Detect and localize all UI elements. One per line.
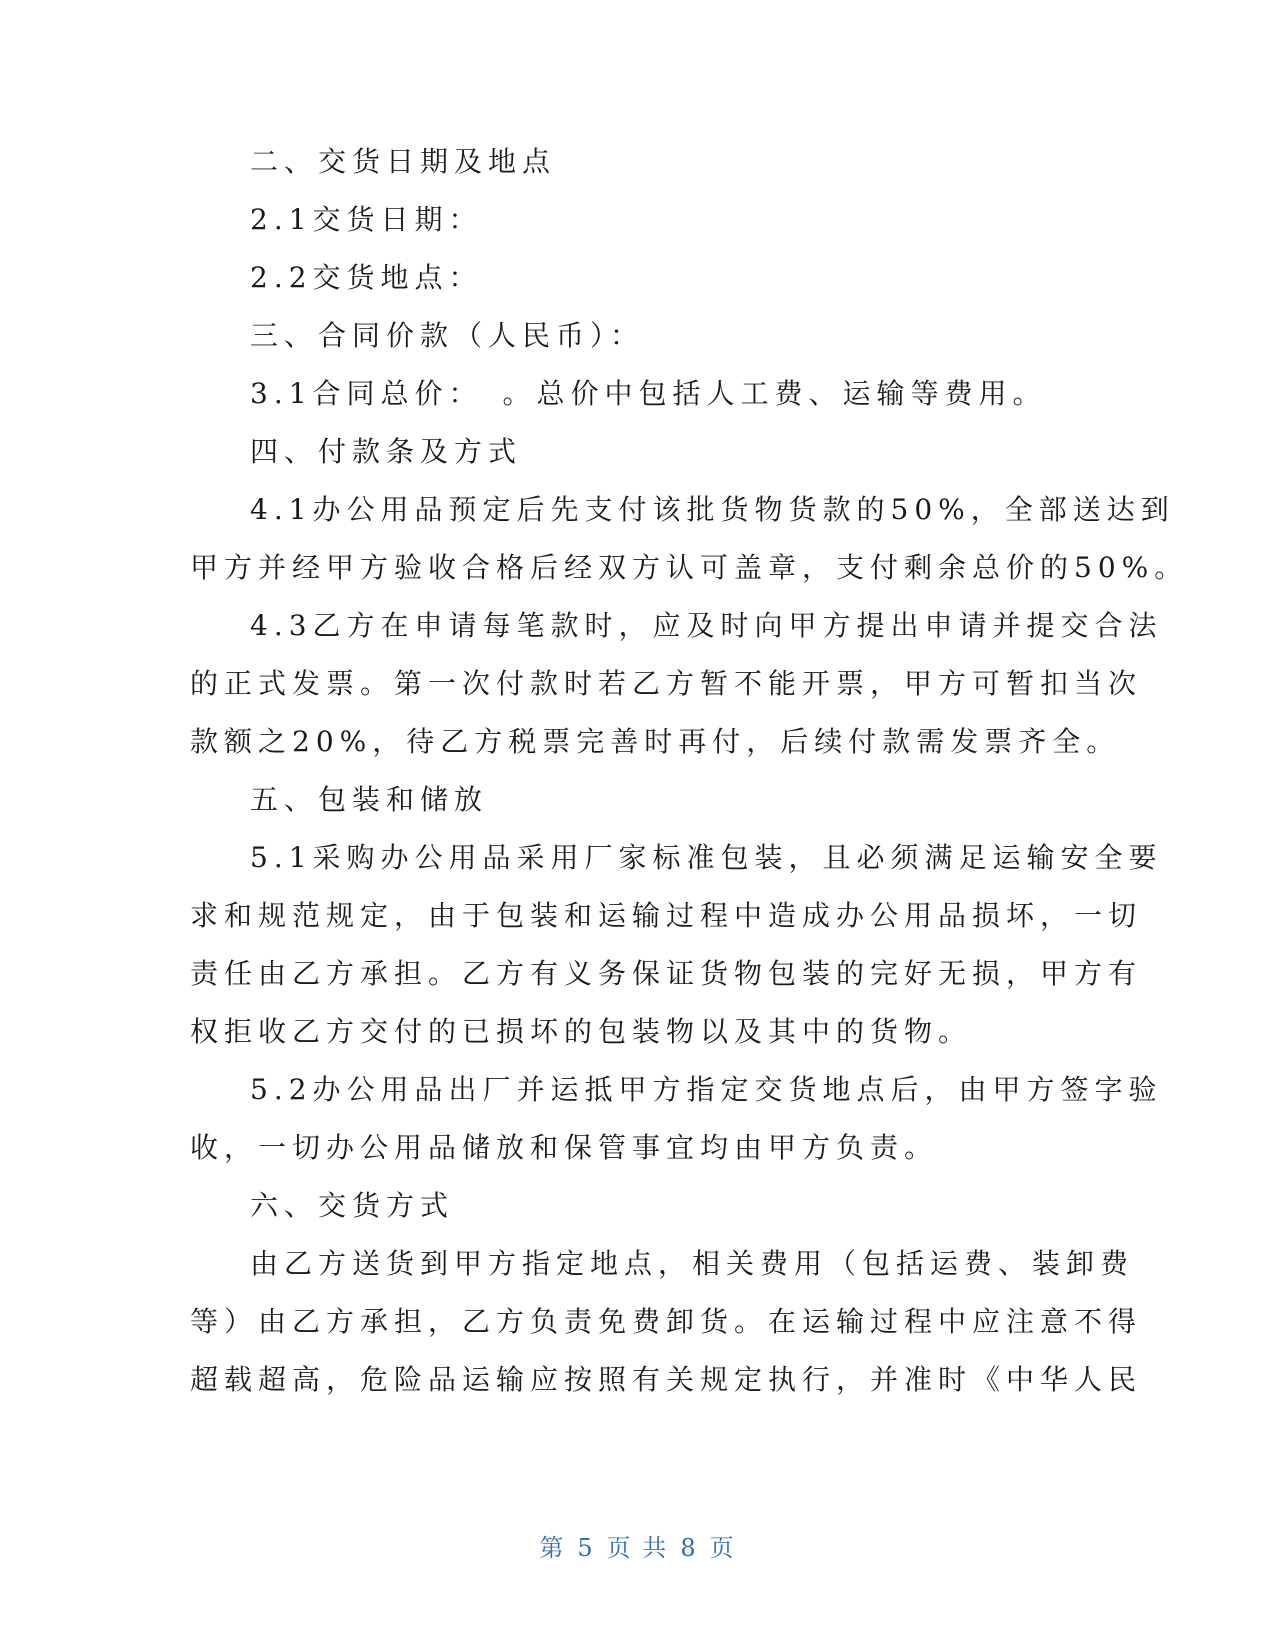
footer-current-page: 5 [577,1534,595,1562]
page-footer [0,1532,1275,1564]
clause-5-1-line-4: 权拒收乙方交付的已损坏的包装物以及其中的货物。 [190,1015,973,1048]
clause-4-3-line-2: 的正式发票。第一次付款时若乙方暂不能开票，甲方可暂扣当次 [190,667,1143,700]
footer-suffix: 页 [709,1534,736,1562]
footer-total-pages: 8 [680,1534,698,1562]
section-heading-price: 三、合同价款（人民币）： [250,319,645,352]
section-heading-packaging: 五、包装和储放 [250,783,489,816]
clause-5-2-line-1: 5.2办公用品出厂并运抵甲方指定交货地点后，由甲方签字验 [250,1073,1163,1106]
delivery-method-line-2: 等）由乙方承担，乙方负责免费卸货。在运输过程中应注意不得 [190,1305,1143,1338]
clause-3-1: 3.1合同总价： 。总价中包括人工费、运输等费用。 [250,377,1047,410]
clause-4-3-line-1: 4.3乙方在申请每笔款时，应及时向甲方提出申请并提交合法 [250,609,1163,642]
section-heading-delivery-method: 六、交货方式 [250,1189,455,1222]
section-heading-delivery: 二、交货日期及地点 [250,145,557,178]
clause-5-1-line-1: 5.1采购办公用品采用厂家标准包装，且必须满足运输安全要 [250,841,1163,874]
footer-prefix: 第 [539,1534,566,1562]
clause-4-3-line-3: 款额之20%，待乙方税票完善时再付，后续付款需发票齐全。 [190,725,1121,758]
footer-middle: 页 共 [606,1534,669,1562]
clause-5-2-line-2: 收，一切办公用品储放和保管事宜均由甲方负责。 [190,1131,939,1164]
clause-2-2: 2.2交货地点： [250,261,483,294]
clause-5-1-line-3: 责任由乙方承担。乙方有义务保证货物包装的完好无损，甲方有 [190,957,1143,990]
section-heading-payment: 四、付款条及方式 [250,435,523,468]
clause-4-1-line-2: 甲方并经甲方验收合格后经双方认可盖章，支付剩余总价的50%。 [190,551,1189,584]
clause-5-1-line-2: 求和规范规定，由于包装和运输过程中造成办公用品损坏，一切 [190,899,1143,932]
clause-4-1-line-1: 4.1办公用品预定后先支付该批货物货款的50%，全部送达到 [250,493,1175,526]
delivery-method-line-1: 由乙方送货到甲方指定地点，相关费用（包括运费、装卸费 [250,1247,1135,1280]
clause-2-1: 2.1交货日期： [250,203,483,236]
delivery-method-line-3: 超载超高，危险品运输应按照有关规定执行，并准时《中华人民 [190,1363,1143,1396]
